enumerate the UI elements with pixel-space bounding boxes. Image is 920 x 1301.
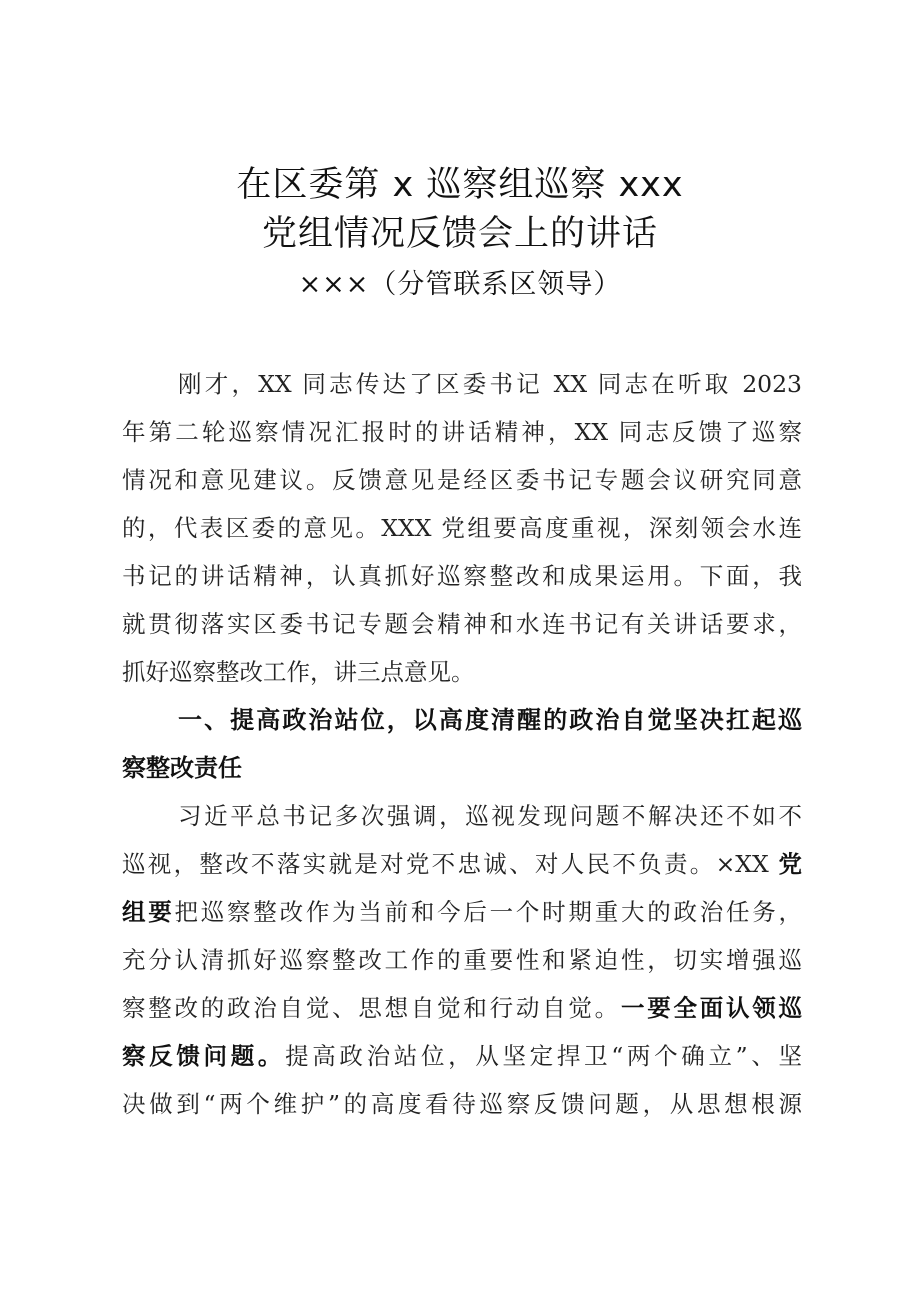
plain-text: 提高政治站位，从坚定捍卫“两个确立”、坚 — [285, 1042, 803, 1070]
bold-text: 察反馈问题。 — [122, 1042, 286, 1070]
paragraph-line: 充分认清抓好巡察整改工作的重要性和紧迫性，切实增强巡 — [122, 946, 802, 974]
paragraph-line — [122, 1032, 802, 1080]
paragraph-line: 就贯彻落实区委书记专题会精神和水连书记有关讲话要求， — [122, 610, 802, 638]
paragraph-line: 年第二轮巡察情况汇报时的讲话精神，XX 同志反馈了巡察 — [122, 418, 802, 446]
paragraph-line: 决做到“两个维护”的高度看待巡察反馈问题，从思想根源 — [122, 1090, 802, 1118]
paragraph-line — [122, 984, 802, 1032]
paragraph-line: 抓好巡察整改工作，讲三点意见。 — [122, 658, 475, 686]
paragraph-line — [122, 888, 802, 936]
section-heading-line-1: 一、提高政治站位，以高度清醒的政治自觉坚决扛起巡 — [178, 706, 802, 734]
document-title-line-2: 党组情况反馈会上的讲话 — [261, 214, 658, 254]
bold-text: 组要 — [122, 898, 175, 926]
document-title-line-1: 在区委第 x 巡察组巡察 xxx — [236, 165, 684, 205]
paragraph-line: 的，代表区委的意见。XXX 党组要高度重视，深刻领会水连 — [122, 514, 802, 542]
paragraph-line: 书记的讲话精神，认真抓好巡察整改和成果运用。下面，我 — [122, 562, 802, 590]
bold-text: 党 — [778, 850, 802, 878]
plain-text: 察整改的政治自觉、思想自觉和行动自觉。 — [122, 994, 621, 1022]
plain-text: 把巡察整改作为当前和今后一个时期重大的政治任务， — [174, 898, 803, 926]
paragraph-line: 刚才，XX 同志传达了区委书记 XX 同志在听取 2023 — [178, 370, 802, 398]
section-heading-line-2: 察整改责任 — [122, 754, 242, 782]
paragraph-line: 情况和意见建议。反馈意见是经区委书记专题会议研究同意 — [122, 466, 802, 494]
document-author: ×××（分管联系区领导） — [298, 269, 622, 300]
plain-text: 巡视，整改不落实就是对党不忠诚、对人民不负责。×XX — [122, 850, 779, 878]
paragraph-line — [122, 840, 802, 888]
paragraph-line: 习近平总书记多次强调，巡视发现问题不解决还不如不 — [178, 802, 802, 830]
bold-text: 一要全面认领巡 — [620, 994, 803, 1022]
